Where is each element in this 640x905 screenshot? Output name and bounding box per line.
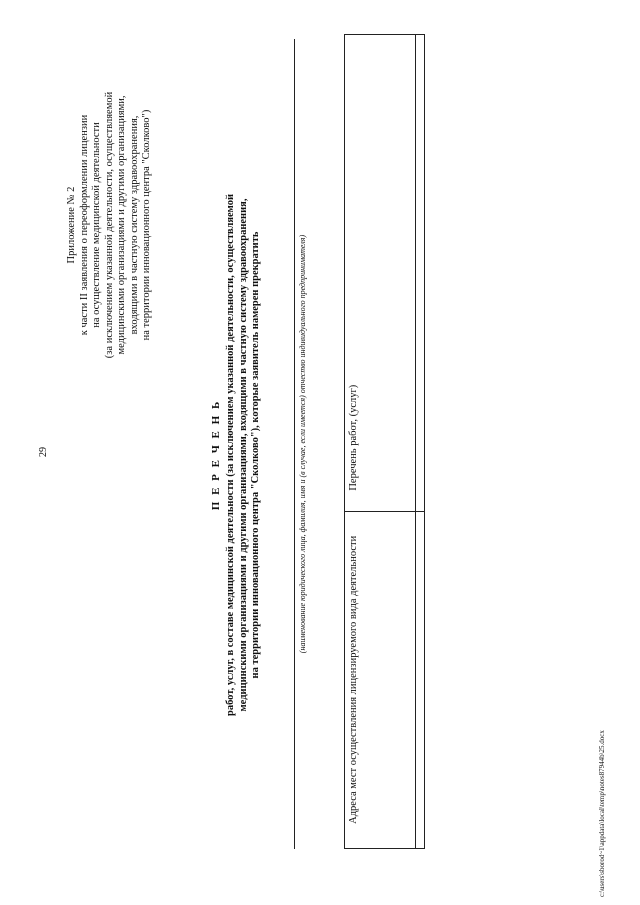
- table-cell: [416, 35, 425, 512]
- applicant-caption: (наименование юридического лица, фамилия, имя и (в случае, если имеется) отчество индивидуального предпринимателя): [298, 234, 307, 654]
- appendix-line: к части II заявления о переоформлении лицензии: [78, 114, 90, 336]
- appendix-line: Приложение № 2: [66, 186, 77, 264]
- applicant-name-line: [294, 39, 295, 849]
- table-header-row: [345, 35, 416, 849]
- appendix-line: на осуществление медицинской деятельности: [91, 122, 102, 328]
- subtitle-line: работ, услуг, в составе медицинской деятельности (за исключением указанной деятельности, осуществляемой: [225, 194, 236, 717]
- table-row: [416, 35, 425, 849]
- subtitle-line: на территории инновационного центра "Сколково"), которые заявитель намерен прекратить: [250, 231, 261, 679]
- appendix-line: медицинскими организациями и другими организациями,: [116, 95, 127, 355]
- appendix-line: входящими в частную систему здравоохранения,: [128, 115, 140, 335]
- document-title-block: [210, 45, 263, 865]
- table-cell: [416, 511, 425, 848]
- file-path-footer: c:\users\sborod~1\appdata\local\temp\notes87944b\25.docx: [598, 730, 606, 897]
- works-column-header: Перечень работ, (услуг): [345, 35, 416, 512]
- appendix-line: на территории инновационного центра "Сколково"): [141, 109, 152, 341]
- address-column-header: Адреса мест осуществления лицензируемого вида деятельности: [345, 511, 416, 848]
- subtitle-line: медицинскими организациями и другими организациями, входящими в частную систему здравоохранения,: [237, 198, 249, 712]
- document-title: П Е Р Е Ч Е Н Ь: [210, 399, 222, 511]
- works-table: [344, 34, 425, 849]
- appendix-line: (за исключением указанной деятельности, осуществляемой: [103, 91, 115, 359]
- document-subtitle: [225, 45, 263, 865]
- page-number: 29: [38, 447, 49, 457]
- appendix-header: [66, 15, 154, 435]
